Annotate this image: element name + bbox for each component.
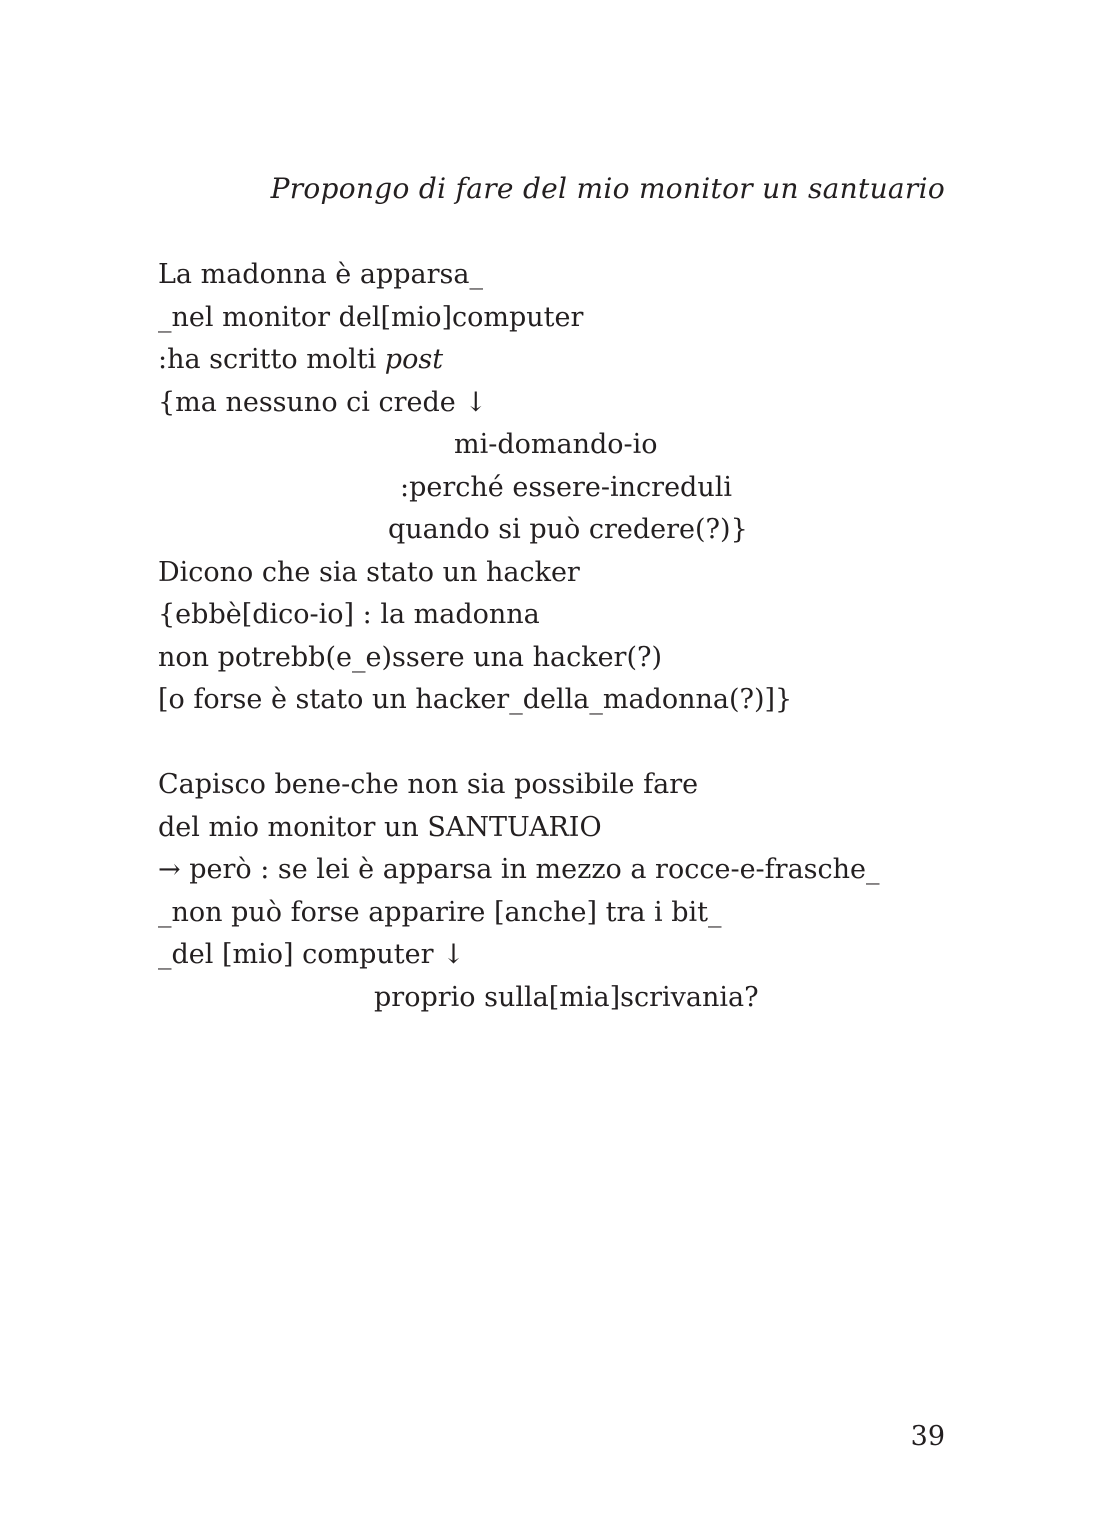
poem-title: Propongo di fare del mio monitor un santuario	[270, 172, 945, 205]
verse-line: quando si può credere(?)}	[388, 514, 748, 545]
stanza-2	[158, 764, 958, 1019]
verse-line: non potrebb(e_e)ssere una hacker(?)	[158, 641, 662, 673]
verse-line: :perché essere-increduli	[400, 471, 732, 503]
stanza-1	[158, 254, 958, 722]
verse-line: _del [mio] computer ↓	[158, 939, 465, 970]
verse-line: Dicono che sia stato un hacker	[158, 556, 580, 588]
verse-line-italic-word: post	[384, 344, 444, 375]
page-number: 39	[910, 1421, 945, 1452]
verse-line: mi-domando-io	[454, 429, 658, 460]
verse-line: [o forse è stato un hacker_della_madonna(?)]}	[158, 684, 793, 715]
verse-line: {ma nessuno ci crede ↓	[158, 386, 487, 418]
verse-line: _non può forse apparire [anche] tra i bit_	[158, 896, 722, 928]
verse-line: Capisco bene-che non sia possibile fare	[158, 769, 699, 800]
verse-line: _nel monitor del[mio]computer	[158, 301, 584, 333]
verse-line: → però : se lei è apparsa in mezzo a rocce-e-frasche_	[158, 854, 880, 885]
verse-line-text: :ha scritto molti	[158, 344, 385, 375]
verse-line	[158, 339, 958, 382]
verse-line: proprio sulla[mia]scrivania?	[374, 981, 759, 1013]
verse-line: La madonna è apparsa_	[158, 259, 483, 290]
verse-line: del mio monitor un SANTUARIO	[158, 811, 602, 843]
verse-line: {ebbè[dico-io] : la madonna	[158, 599, 540, 630]
